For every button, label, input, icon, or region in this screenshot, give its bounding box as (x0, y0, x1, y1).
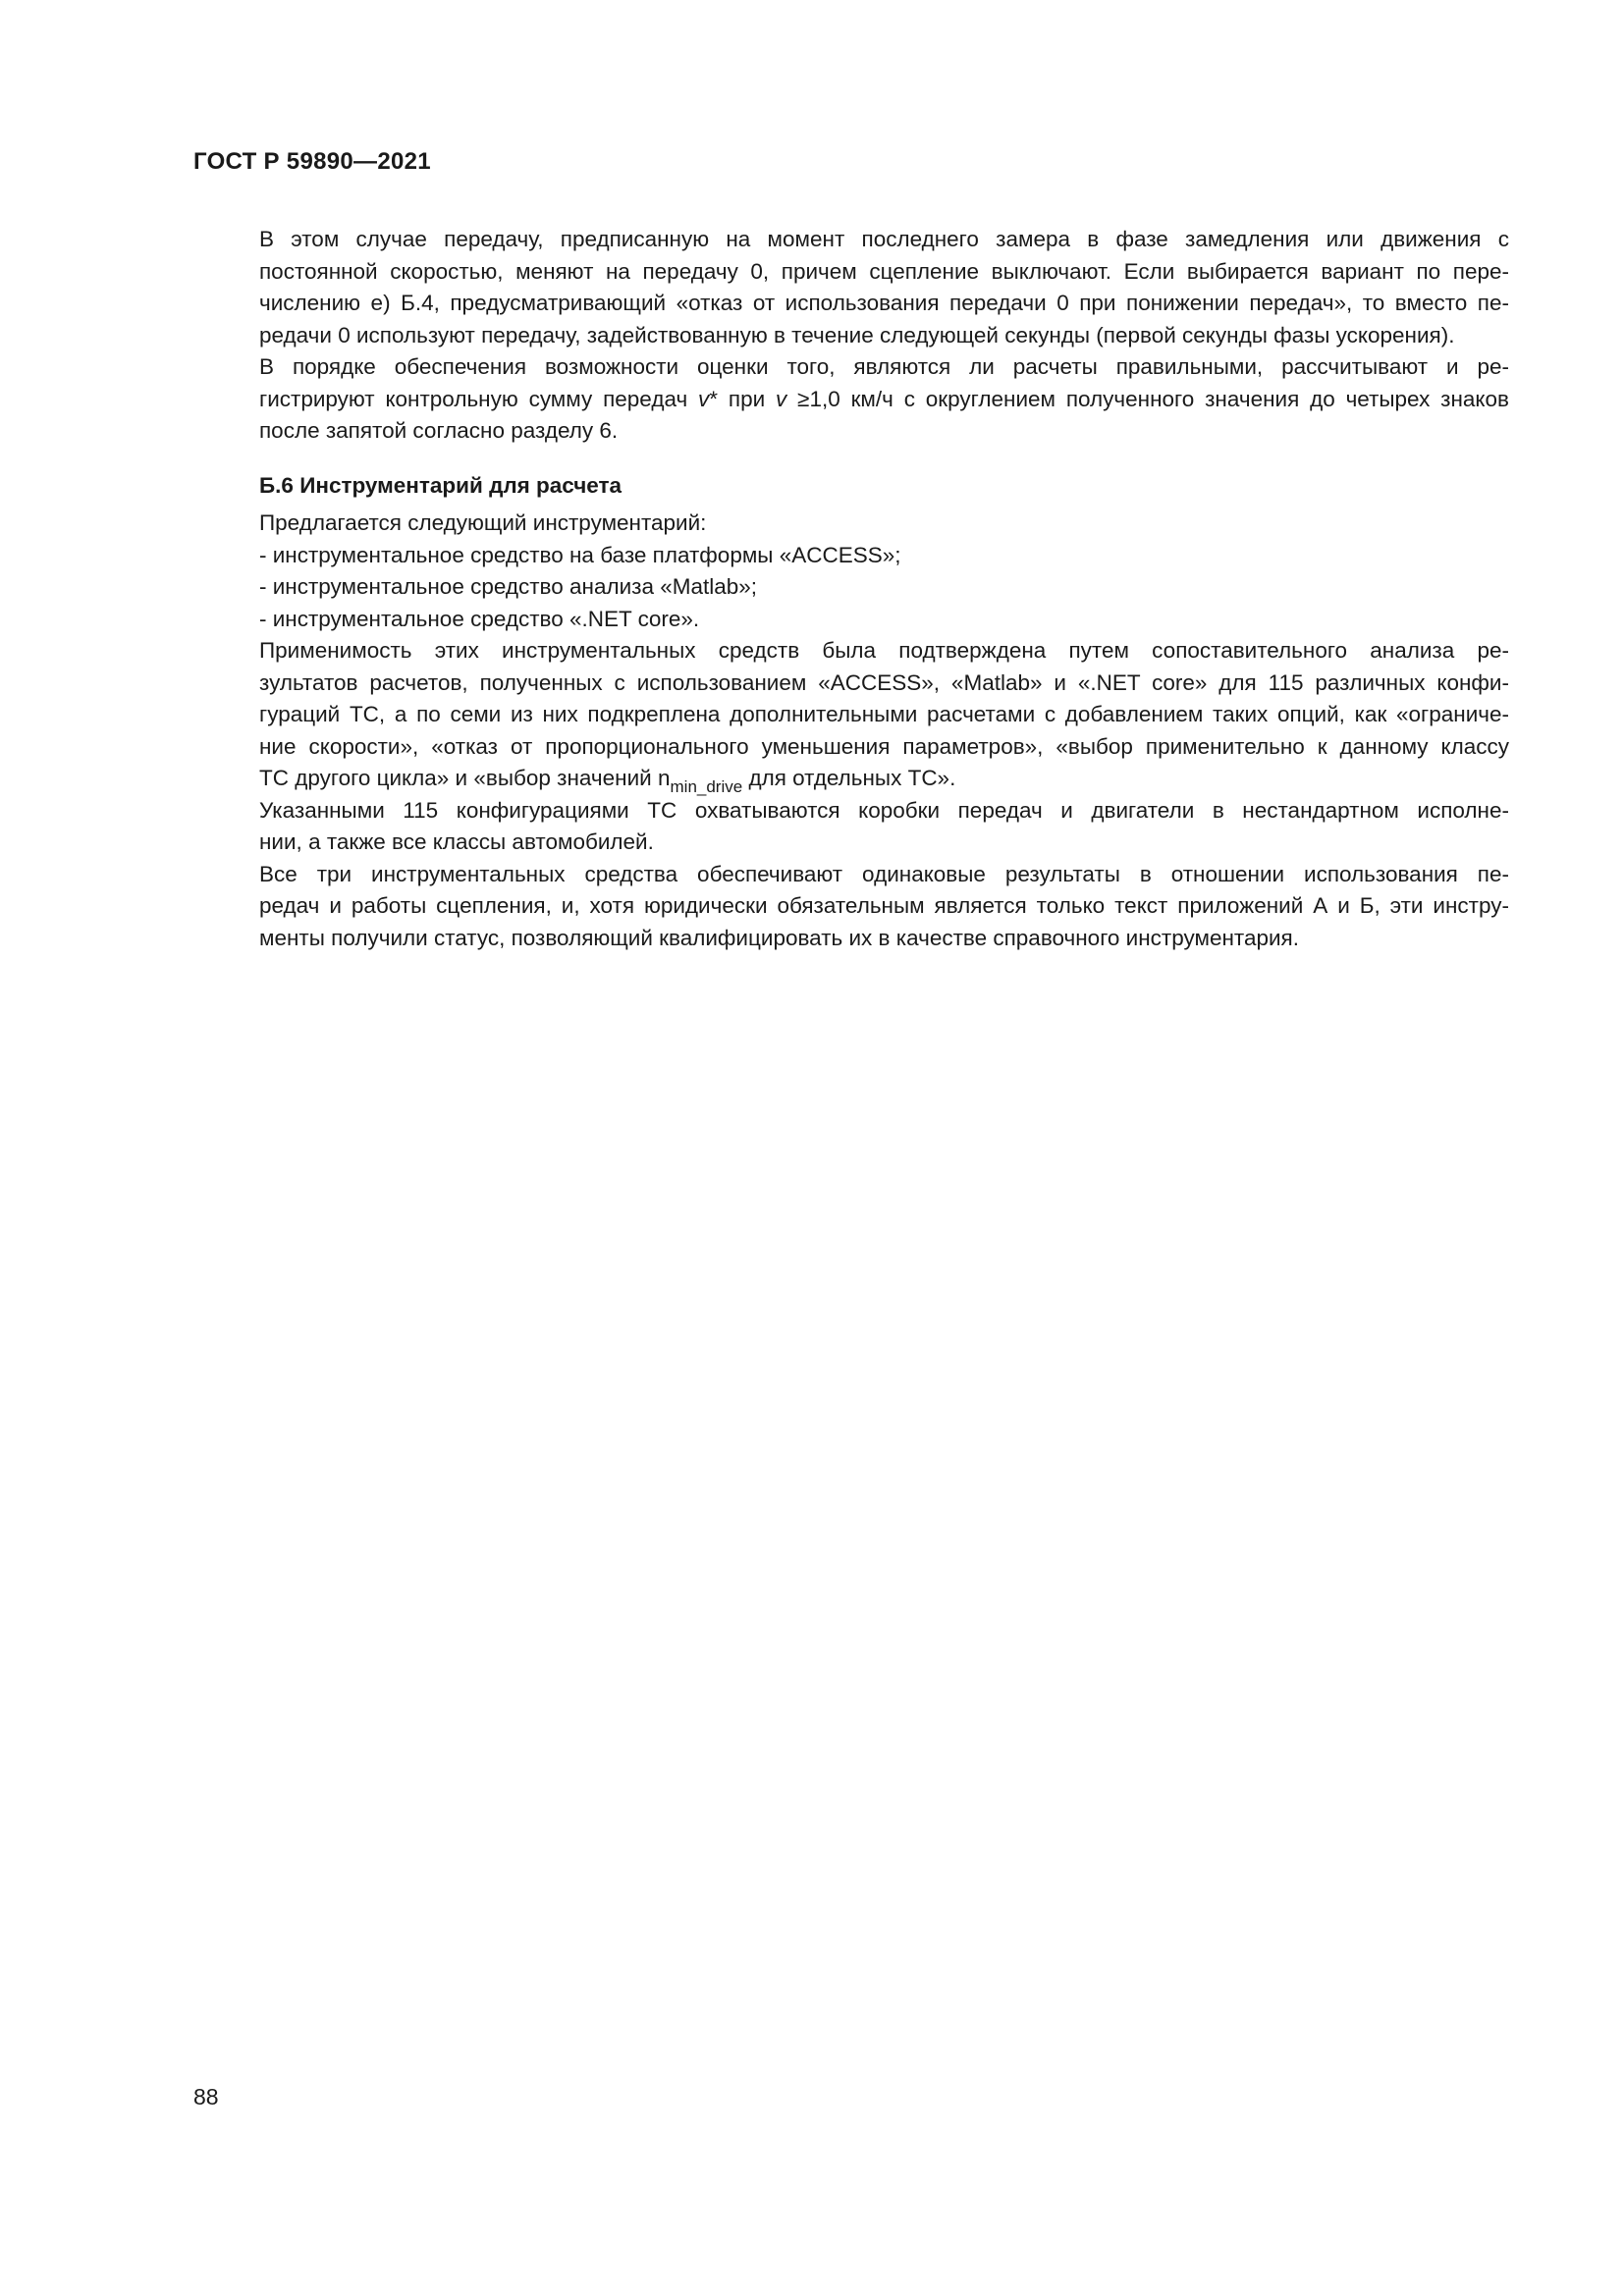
text-line: В порядке обеспечения возможности оценки того, являются ли расчеты правильными, рассчитывают и ре- (259, 354, 1509, 379)
variable-v: v (776, 386, 787, 411)
list-item: - инструментальное средство анализа «Matlab»; (259, 574, 758, 599)
list-intro: Предлагается следующий инструментарий: (259, 510, 707, 535)
document-body (193, 224, 1509, 954)
text-line: Применимость этих инструментальных средств была подтверждена путем сопоставительного анализа ре- (259, 638, 1509, 663)
text-line: Все три инструментальных средства обеспечивают одинаковые результаты в отношении использования пе- (259, 861, 1509, 886)
text-line: ние скорости», «отказ от пропорционального уменьшения параметров», «выбор применительно к данному классу (259, 733, 1509, 759)
text-fragment: гистрируют контрольную сумму передач (259, 386, 699, 411)
paragraph-results (193, 859, 1509, 955)
text-line: постоянной скоростью, меняют на передачу 0, причем сцепление выключают. Если выбирается вариант по пере- (259, 258, 1509, 284)
text-fragment: для отдельных ТС». (742, 766, 956, 790)
text-line: после запятой согласно разделу 6. (259, 418, 619, 443)
text-line-with-formula (193, 384, 1509, 416)
paragraph-configurations (193, 795, 1509, 859)
section-title-b6: Б.6 Инструментарий для расчета (259, 472, 623, 498)
text-line: менты получили статус, позволяющий квалифицировать их в качестве справочного инструментария. (259, 925, 1299, 950)
document-code-header: ГОСТ Р 59890—2021 (193, 148, 431, 175)
paragraph-applicability (193, 635, 1509, 795)
text-line: В этом случае передачу, предписанную на момент последнего замера в фазе замедления или движения с (259, 227, 1509, 251)
list-item: - инструментальное средство «.NET core». (259, 606, 700, 631)
text-fragment: ТС другого цикла» и «выбор значений n (259, 766, 671, 790)
text-line: зультатов расчетов, полученных с использованием «ACCESS», «Matlab» и «.NET core» для 115 различных конфи- (259, 669, 1509, 695)
text-line: редач и работы сцепления, и, хотя юридически обязательным является только текст приложений А и Б, эти инстру- (259, 893, 1509, 918)
paragraph-gear-change-deceleration (193, 224, 1509, 351)
asterisk: * (709, 386, 719, 411)
text-line-with-subscript (193, 763, 1509, 795)
text-fragment: ≥1,0 км/ч с округлением полученного значения до четырех знаков (786, 386, 1509, 411)
text-line: Указанными 115 конфигурациями ТС охватываются коробки передач и двигатели в нестандартном исполне- (259, 797, 1509, 823)
variable-v-star: v (698, 386, 710, 411)
text-line: нии, а также все классы автомобилей. (259, 829, 654, 854)
text-line: редачи 0 используют передачу, задействованную в течение следующей секунды (первой секунды фазы ускорения). (259, 322, 1455, 347)
list-item: - инструментальное средство на базе платформы «ACCESS»; (259, 542, 901, 567)
subscript-min-drive: min_drive (670, 777, 743, 796)
page-number: 88 (193, 2084, 219, 2109)
text-line: числению е) Б.4, предусматривающий «отказ от использования передачи 0 при понижении передач», то вместо пе- (259, 291, 1509, 315)
text-fragment: при (718, 386, 777, 411)
paragraph-checksum (193, 351, 1509, 448)
text-line: гураций ТС, а по семи из них подкреплена дополнительными расчетами с добавлением таких опций, как «ограниче- (259, 702, 1509, 726)
